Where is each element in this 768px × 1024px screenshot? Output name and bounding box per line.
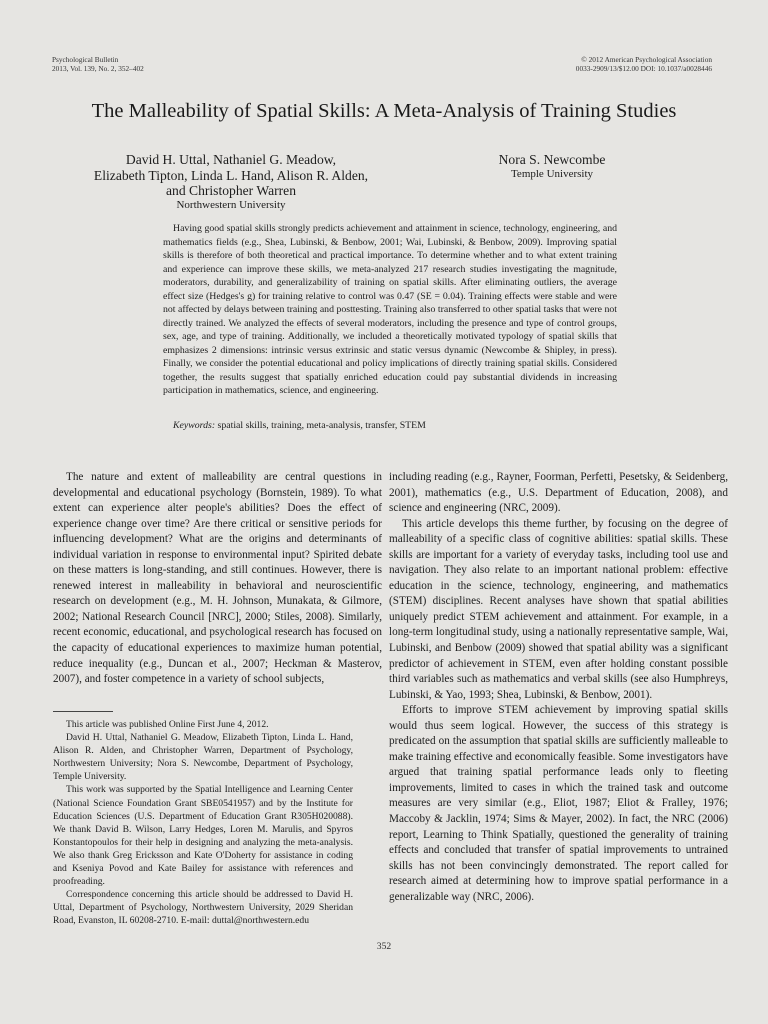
author-line: Elizabeth Tipton, Linda L. Hand, Alison R. Alden, bbox=[93, 167, 369, 183]
copyright-line: © 2012 American Psychological Association bbox=[581, 55, 712, 64]
author-block-left bbox=[26, 152, 436, 212]
running-header-right bbox=[576, 56, 712, 73]
journal-name: Psychological Bulletin bbox=[52, 55, 119, 64]
keywords-label: Keywords: bbox=[173, 420, 216, 431]
abstract: Having good spatial skills strongly predicts achievement and attainment in science, technology, engineering, and mathematics fields (e.g., Shea, Lubinski, & Benbow, 2001; Wai, Lubinski, & Benbow, 2009). Improving spatial skills is therefore of both theoretical and practical importance. To determine whether and to what extent training and experience can improve these skills, we meta-analyzed 217 research studies investigating the magnitude, moderators, durability, and generalizability of training on spatial skills. After eliminating outliers, the average effect size (Hedges's g) for training relative to control was 0.47 (SE = 0.04). Training effects were stable and were not affected by delays between training and posttesting. Training also transferred to other spatial tasks that were not directly trained. We analyzed the effects of several moderators, including the presence and type of control groups, sex, age, and type of training. Additionally, we included a theoretically motivated typology of spatial skills that emphasizes 2 dimensions: intrinsic versus extrinsic and static versus dynamic (Newcombe & Shipley, in press). Finally, we consider the potential educational and policy implications of directly training spatial skills. Considered together, the results suggest that spatially enriched education could pay substantial dividends in increasing participation in mathematics, science, and engineering. bbox=[163, 223, 617, 397]
footnotes bbox=[53, 718, 353, 928]
keywords bbox=[173, 419, 617, 432]
author-affiliation: Northwestern University bbox=[176, 198, 286, 211]
body-paragraph: including reading (e.g., Rayner, Foorman, Perfetti, Pesetsky, & Seidenberg, 2001), mathematics (e.g., U.S. Department of Education, 2008), and science and engineering (NRC, 2009). bbox=[389, 471, 728, 515]
running-header-left bbox=[52, 56, 144, 73]
author-block-right bbox=[457, 152, 647, 181]
keywords-text: spatial skills, training, meta-analysis, transfer, STEM bbox=[217, 420, 426, 431]
body-paragraph: Efforts to improve STEM achievement by improving spatial skills would thus seem logical. However, the success of this strategy is predicated on the assumption that spatial skills are sufficiently malleable to make training effective and economically feasible. Some investigators have argued that training spatial performance leads only to fleeting improvements, limited to cases in which the trained task and outcome measures are very similar (e.g., Eliot, 1987; Eliot & Fralley, 1976; Maccoby & Jacklin, 1974; Sims & Mayer, 2002). In fact, the NRC (2006) report, Learning to Think Spatially, questioned the generality of training effects and concluded that transfer of spatial improvements to untrained skills has not been convincingly demonstrated. The report called for research aimed at determining how to improve spatial performance in a generalizable way (NRC, 2006). bbox=[389, 704, 728, 903]
author-line: and Christopher Warren bbox=[165, 183, 297, 199]
footnote-rule bbox=[53, 711, 113, 712]
doi-line: 0033-2909/13/$12.00 DOI: 10.1037/a0028446 bbox=[575, 63, 712, 73]
footnote: David H. Uttal, Nathaniel G. Meadow, Elizabeth Tipton, Linda L. Hand, Alison R. Alden, and Christopher Warren, Department of Psychology, Northwestern University; Nora S. Newcombe, Department of Psychology, Temple University. bbox=[53, 732, 353, 783]
author-line: David H. Uttal, Nathaniel G. Meadow, bbox=[125, 152, 337, 167]
body-column-left bbox=[53, 470, 382, 688]
body-paragraph: This article develops this theme further, by focusing on the degree of malleability of a specific class of cognitive abilities: spatial skills. These skills are important for a variety of everyday tasks, including tool use and navigation. They also relate to an important national problem: effective education in the science, technology, engineering, and mathematics (STEM) disciplines. Recent analyses have shown that spatial abilities uniquely predict STEM achievement and attainment. For example, in a long-term longitudinal study, using a nationally representative sample, Wai, Lubinski, and Benbow (2009) showed that spatial ability was a significant predictor of achievement in STEM, even after holding constant possible third variables such as mathematics and verbal skills (see also Humphreys, Lubinski, & Yao, 1993; Shea, Lubinski, & Benbow, 2001). bbox=[389, 517, 728, 701]
footnote: This article was published Online First June 4, 2012. bbox=[66, 719, 269, 730]
author-affiliation: Temple University bbox=[510, 167, 594, 180]
author-line: Nora S. Newcombe bbox=[498, 152, 606, 167]
article-title: The Malleability of Spatial Skills: A Meta-Analysis of Training Studies bbox=[91, 100, 677, 122]
body-paragraph: The nature and extent of malleability are central questions in developmental and educational psychology (Bornstein, 1989). To what extent can experience alter people's abilities? Does the effect of experience change over time? Are there critical or sensitive periods for influencing development? What are the origins and determinants of individual variation in response to environmental input? Spirited debate on these matters is long-standing, and still continues. However, there is renewed interest in malleability in behavioral and neuroscientific research on development (e.g., M. H. Johnson, Munakata, & Gilmore, 2002; National Research Council [NRC], 2000; Stiles, 2008). Similarly, recent economic, educational, and psychological research has focused on the capacity of educational experiences to maximize human potential, reduce inequality (e.g., Duncan et al., 2007; Heckman & Masterov, 2007), and foster competence in a variety of school subjects, bbox=[53, 471, 382, 686]
footnote: Correspondence concerning this article should be addressed to David H. Uttal, Department of Psychology, Northwestern University, 2029 Sheridan Road, Evanston, IL 60208-2710. E-mail: duttal@northwestern.edu bbox=[53, 889, 353, 927]
journal-citation: 2013, Vol. 139, No. 2, 352–402 bbox=[52, 63, 144, 73]
page-number: 352 bbox=[376, 941, 392, 952]
body-column-right bbox=[389, 470, 728, 905]
footnote: This work was supported by the Spatial Intelligence and Learning Center (National Science Foundation Grant SBE0541957) and by the Institute for Education Sciences (U.S. Department of Education Grant R305H020088). We thank David B. Wilson, Larry Hedges, Loren M. Marulis, and Spyros Konstantopoulos for their help in designing and analyzing the meta-analysis. We also thank Greg Ericksson and Kate O'Doherty for assistance in coding and Kseniya Povod and Kate Bailey for assistance with references and proofreading. bbox=[53, 784, 353, 888]
